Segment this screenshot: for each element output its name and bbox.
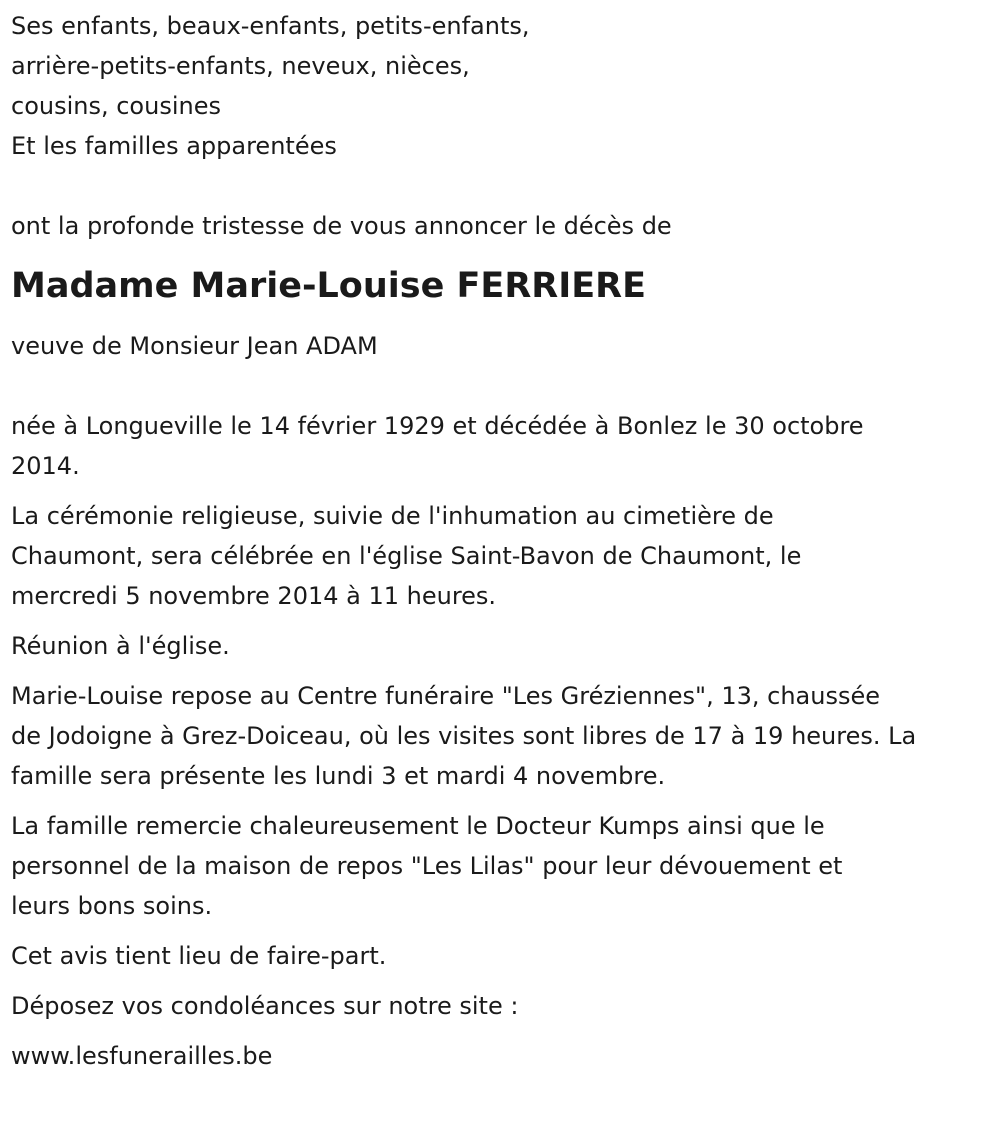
visitation-paragraph — [11, 676, 991, 796]
paragraph-line: Déposez vos condoléances sur notre site : — [11, 992, 519, 1020]
family-line: Ses enfants, beaux-enfants, petits-enfants, — [11, 12, 530, 40]
paragraph-line: Marie-Louise repose au Centre funéraire "Les Gréziennes", 13, chaussée — [11, 682, 881, 710]
meeting-paragraph — [11, 626, 991, 666]
notice-paragraph — [11, 936, 991, 976]
family-line: cousins, cousines — [11, 92, 221, 120]
paragraph-line: Réunion à l'église. — [11, 632, 230, 660]
website-link[interactable]: www.lesfunerailles.be — [11, 1042, 273, 1070]
family-line: Et les familles apparentées — [11, 132, 337, 160]
family-list — [11, 6, 991, 166]
paragraph-line: Cet avis tient lieu de faire-part. — [11, 942, 387, 970]
paragraph-line: La cérémonie religieuse, suivie de l'inhumation au cimetière de — [11, 502, 774, 530]
paragraph-line: mercredi 5 novembre 2014 à 11 heures. — [11, 582, 497, 610]
birth-death-paragraph — [11, 406, 991, 486]
widow-of-text: veuve de Monsieur Jean ADAM — [11, 332, 378, 360]
condolences-paragraph — [11, 986, 991, 1026]
obituary-notice — [11, 6, 991, 1086]
announcement-text: ont la profonde tristesse de vous annoncer le décès de — [11, 212, 672, 240]
paragraph-line: personnel de la maison de repos "Les Lilas" pour leur dévouement et — [11, 852, 843, 880]
family-line: arrière-petits-enfants, neveux, nièces, — [11, 52, 470, 80]
paragraph-line: Chaumont, sera célébrée en l'église Saint-Bavon de Chaumont, le — [11, 542, 802, 570]
paragraph-line: La famille remercie chaleureusement le Docteur Kumps ainsi que le — [11, 812, 825, 840]
paragraph-line: famille sera présente les lundi 3 et mardi 4 novembre. — [11, 762, 666, 790]
paragraph-line: née à Longueville le 14 février 1929 et décédée à Bonlez le 30 octobre — [11, 412, 864, 440]
ceremony-paragraph — [11, 496, 991, 616]
paragraph-line: leurs bons soins. — [11, 892, 213, 920]
paragraph-line: de Jodoigne à Grez-Doiceau, où les visites sont libres de 17 à 19 heures. La — [11, 722, 917, 750]
thanks-paragraph — [11, 806, 991, 926]
spacer — [11, 366, 991, 406]
website-paragraph — [11, 1036, 991, 1076]
deceased-name: Madame Marie-Louise FERRIERE — [11, 266, 647, 306]
paragraph-line: 2014. — [11, 452, 80, 480]
spacer — [11, 166, 991, 206]
